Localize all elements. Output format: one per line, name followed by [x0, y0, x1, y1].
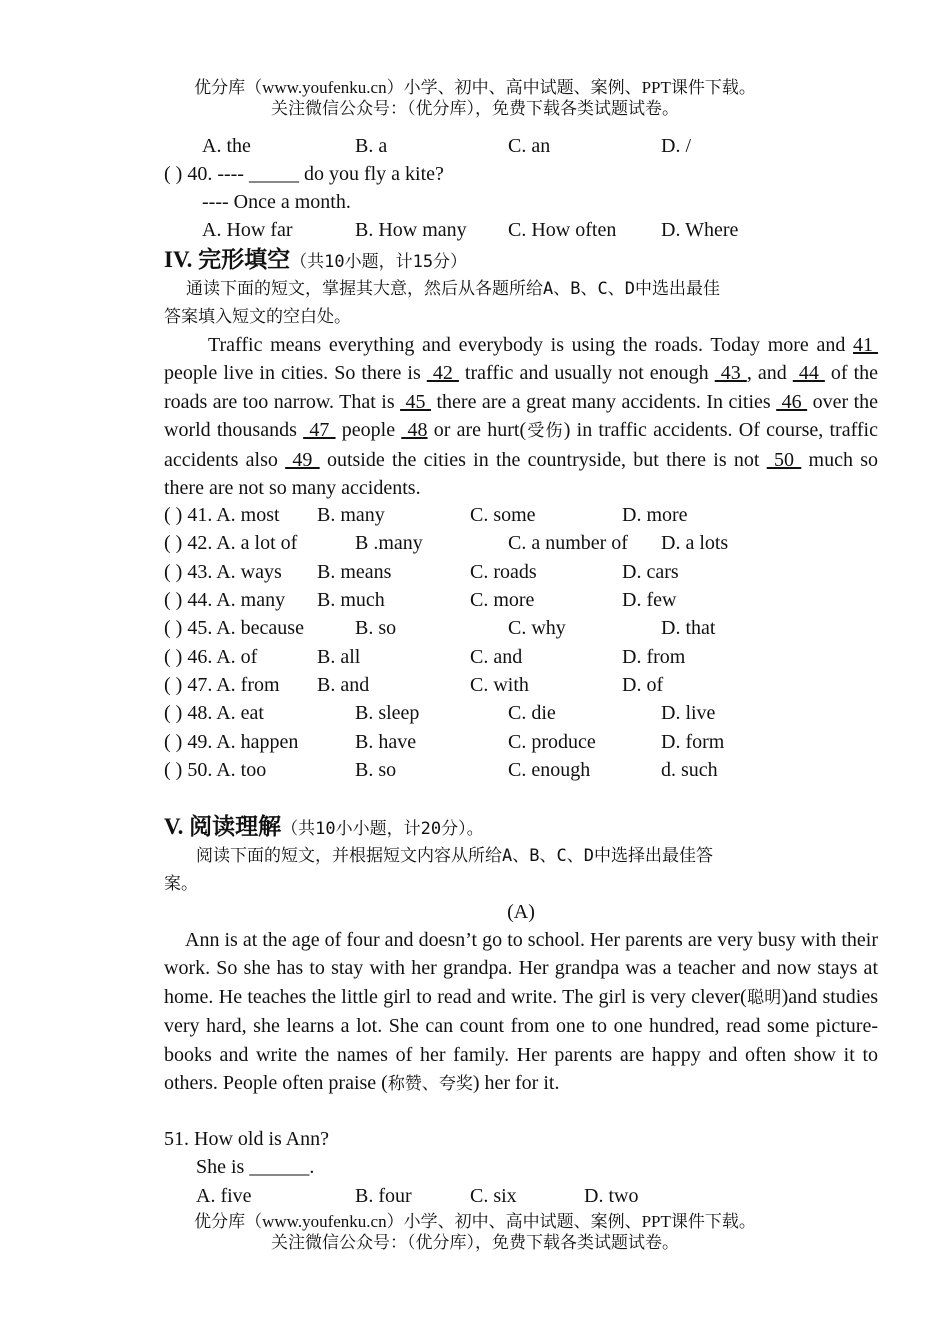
option-d: d. such: [661, 759, 718, 781]
question-row: [0, 614, 950, 642]
question-row: [0, 699, 950, 727]
option-b: B. all: [317, 646, 361, 668]
option-c: C. a number of: [508, 532, 628, 554]
option-c: C. why: [508, 617, 566, 639]
option-d: D. cars: [622, 561, 679, 583]
option-d: D. that: [661, 617, 716, 639]
q39-option-c: C. an: [508, 135, 551, 157]
option-c: C. produce: [508, 731, 596, 753]
q40-option-d: D. Where: [661, 219, 739, 241]
question-49: ( ) 49. A. happen: [164, 731, 299, 753]
q51-option-b: B. four: [355, 1185, 412, 1207]
option-c: C. enough: [508, 759, 591, 781]
section4-title: IV. 完形填空: [164, 247, 291, 272]
blank-41: 41: [853, 334, 878, 356]
q40-option-a: A. How far: [202, 219, 293, 241]
section4-heading: [164, 244, 467, 278]
option-b: B. many: [317, 504, 385, 526]
q51-stem: 51. How old is Ann?: [164, 1128, 329, 1150]
option-c: C. more: [470, 589, 535, 611]
option-d: D. from: [622, 646, 686, 668]
section5-note: （共10小小题，计20分）。: [281, 819, 484, 839]
option-b: B. have: [355, 731, 417, 753]
option-d: D. of: [622, 674, 664, 696]
section4-instruction-line1: 通读下面的短文，掌握其大意，然后从各题所给A、B、C、D中选出最佳: [186, 279, 720, 299]
q51-option-c: C. six: [470, 1185, 517, 1207]
question-row: [0, 529, 950, 557]
question-row: [0, 756, 950, 784]
q40-stem: ( ) 40. ---- _____ do you fly a kite?: [164, 163, 444, 185]
option-b: B. and: [317, 674, 370, 696]
option-c: C. with: [470, 674, 529, 696]
question-row: [0, 558, 950, 586]
header-line-1: 优分库（www.youfenku.cn）小学、初中、高中试题、案例、PPT课件下载。: [194, 78, 756, 97]
cloze-passage: Traffic means everything and everybody is using the roads. Today more and 41 people live in cities. So there is 42 traffic and usually not enough 43 , and 44 of the roads are too narrow. That is 45 there are a great many accidents. In cities 46 over the world thousands 47 people 48 or are hurt(受伤) in traffic accidents. Of course, traffic accidents also 49 outside the cities in the countryside, but there is not 50 much so there are not so many accidents.: [164, 334, 879, 500]
section4-instruction-line2: 答案填入短文的空白处。: [164, 307, 351, 327]
option-d: D. a lots: [661, 532, 729, 554]
question-row: [0, 671, 950, 699]
q39-option-a: A. the: [202, 135, 251, 157]
blank-45: 45: [400, 390, 432, 413]
blank-47: 47: [303, 419, 336, 442]
section5-instruction-line2: 案。: [164, 874, 198, 894]
question-45: ( ) 45. A. because: [164, 617, 304, 639]
option-d: D. live: [661, 702, 716, 724]
question-46: ( ) 46. A. of: [164, 646, 258, 668]
section4-note: （共10小题，计15分）: [290, 252, 468, 272]
section5-heading: [164, 811, 484, 845]
question-50: ( ) 50. A. too: [164, 759, 267, 781]
question-42: ( ) 42. A. a lot of: [164, 532, 298, 554]
option-b: B. sleep: [355, 702, 420, 724]
option-b: B. so: [355, 617, 397, 639]
reading-passage-a: Ann is at the age of four and doesn’t go to school. Her parents are very busy with their work. So she has to stay with her grandpa. Her grandpa was a teacher and now stays at home. He teaches the little girl to read and write. The girl is very clever(聪明)and studies very hard, she learns a lot. She can count from one to one hundred, read some picture-books and write the names of her family. Her parents are happy and often show it to others. People often praise (称赞、夸奖) her for it.: [164, 929, 878, 1095]
question-41: ( ) 41. A. most: [164, 504, 280, 526]
q40-option-b: B. How many: [355, 219, 467, 241]
option-b: B. much: [317, 589, 385, 611]
option-c: C. some: [470, 504, 536, 526]
option-b: B .many: [355, 532, 423, 554]
blank-42: 42: [426, 362, 459, 385]
option-b: B. means: [317, 561, 392, 583]
option-d: D. few: [622, 589, 677, 611]
q40-option-c: C. How often: [508, 219, 617, 241]
blank-43: 43: [714, 362, 747, 385]
blank-48: 48: [401, 419, 428, 442]
option-c: C. roads: [470, 561, 537, 583]
question-43: ( ) 43. A. ways: [164, 561, 282, 583]
question-48: ( ) 48. A. eat: [164, 702, 264, 724]
blank-46: 46: [776, 390, 808, 413]
header-line-2: 关注微信公众号：（优分库），免费下载各类试题试卷。: [271, 99, 679, 118]
footer-line-1: 优分库（www.youfenku.cn）小学、初中、高中试题、案例、PPT课件下载。: [194, 1212, 756, 1231]
q51-option-a: A. five: [196, 1185, 252, 1207]
q39-option-d: D. /: [661, 135, 691, 157]
question-row: [0, 643, 950, 671]
q40-reply: ---- Once a month.: [202, 191, 351, 213]
blank-49: 49: [285, 448, 320, 471]
section5-title: V. 阅读理解: [164, 814, 282, 839]
option-c: C. die: [508, 702, 556, 724]
question-row: [0, 586, 950, 614]
q51-option-d: D. two: [584, 1185, 639, 1207]
question-row: [0, 501, 950, 529]
option-b: B. so: [355, 759, 397, 781]
q39-options-row: [0, 132, 950, 160]
q51-answer: She is ______.: [196, 1156, 315, 1178]
question-47: ( ) 47. A. from: [164, 674, 280, 696]
question-row: [0, 728, 950, 756]
q40-options-row: [0, 216, 950, 244]
option-d: D. form: [661, 731, 725, 753]
q51-options-row: [0, 1182, 950, 1210]
question-44: ( ) 44. A. many: [164, 589, 286, 611]
blank-44: 44: [792, 362, 825, 385]
blank-50: 50: [766, 448, 802, 471]
passage-a-label: (A): [507, 901, 535, 923]
option-d: D. more: [622, 504, 688, 526]
q39-option-b: B. a: [355, 135, 388, 157]
section5-instruction-line1: 阅读下面的短文，并根据短文内容从所给A、B、C、D中选择出最佳答: [196, 846, 713, 866]
footer-line-2: 关注微信公众号：（优分库），免费下载各类试题试卷。: [271, 1233, 679, 1252]
option-c: C. and: [470, 646, 523, 668]
